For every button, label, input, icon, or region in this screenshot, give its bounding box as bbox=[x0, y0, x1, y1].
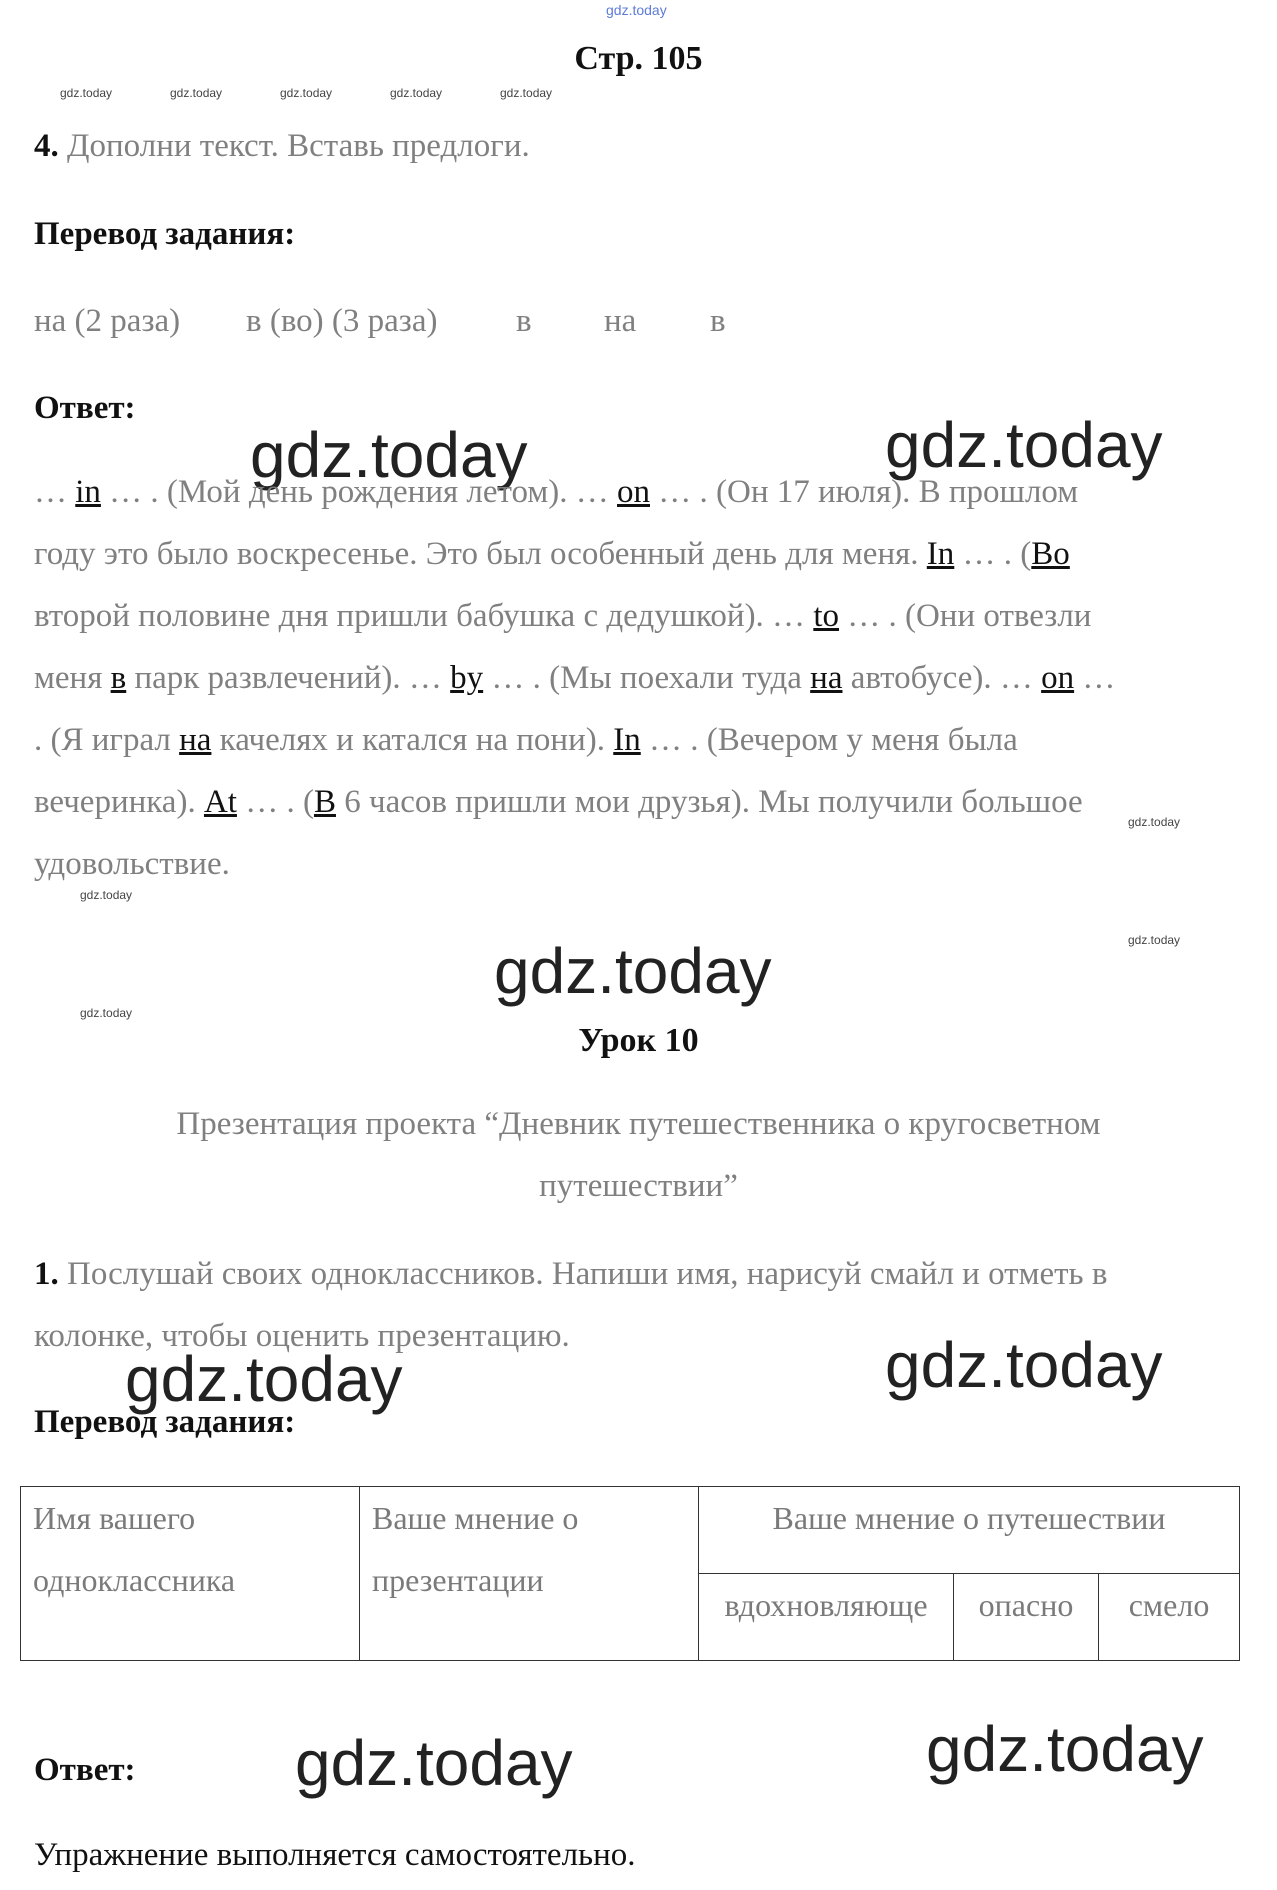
translation-label: Перевод задания: bbox=[34, 1404, 296, 1440]
table-subheader-inspiring: вдохновляюще bbox=[699, 1574, 954, 1661]
answer-line: году это было воскресенье. Это был особенный день для меня. In … . (Во bbox=[34, 536, 1070, 572]
filled-preposition: в bbox=[110, 660, 127, 696]
filled-preposition: In bbox=[613, 722, 641, 758]
watermark-large: gdz.today bbox=[250, 419, 528, 491]
watermark-small: gdz.today bbox=[170, 86, 223, 100]
page-header: Стр. 105 bbox=[574, 40, 703, 77]
exercise-number: 4. bbox=[34, 128, 59, 164]
cell-text: Имя вашего bbox=[33, 1500, 196, 1536]
hint-item: в (во) (3 раза) bbox=[246, 303, 438, 339]
answer-line: удовольствие. bbox=[34, 846, 230, 882]
lesson-subtitle-continued: путешествии” bbox=[539, 1168, 738, 1204]
answer-line: второй половине дня пришли бабушка с дедушкой). … to … . (Они отвезли bbox=[34, 598, 1092, 634]
lesson-subtitle: Презентация проекта “Дневник путешественника о кругосветном bbox=[176, 1106, 1101, 1142]
watermark-small: gdz.today bbox=[80, 888, 133, 902]
watermark-small: gdz.today bbox=[280, 86, 333, 100]
instruction-text: Дополни текст. Вставь предлоги. bbox=[67, 128, 530, 164]
exercise-number: 1. bbox=[34, 1256, 59, 1292]
cell-text: презентации bbox=[372, 1562, 544, 1598]
cell-text: Ваше мнение о bbox=[372, 1500, 579, 1536]
filled-preposition: to bbox=[813, 598, 839, 634]
filled-preposition: by bbox=[450, 660, 484, 696]
evaluation-table bbox=[20, 1486, 1240, 1661]
table-header-name bbox=[21, 1487, 360, 1661]
watermark-large: gdz.today bbox=[885, 409, 1163, 481]
instruction-text-continued: колонке, чтобы оценить презентацию. bbox=[34, 1318, 570, 1354]
watermark-top: gdz.today bbox=[606, 2, 667, 18]
table-subheader-dangerous: опасно bbox=[954, 1574, 1099, 1661]
filled-preposition: At bbox=[203, 784, 237, 820]
watermark-large: gdz.today bbox=[295, 1727, 573, 1799]
answer-line: вечеринка). At … . (В 6 часов пришли мои друзья). Мы получили большое bbox=[34, 784, 1083, 820]
instruction-text: Послушай своих одноклассников. Напиши имя, нарисуй смайл и отметь в bbox=[67, 1256, 1108, 1292]
answer-label: Ответ: bbox=[34, 1752, 136, 1788]
cell-text: одноклассника bbox=[33, 1562, 236, 1598]
watermark-large: gdz.today bbox=[926, 1713, 1204, 1785]
filled-preposition: Во bbox=[1031, 536, 1070, 572]
filled-preposition: на bbox=[810, 660, 843, 696]
watermark-small: gdz.today bbox=[60, 86, 113, 100]
table-header-opinion-trip: Ваше мнение о путешествии bbox=[699, 1487, 1240, 1574]
translation-label: Перевод задания: bbox=[34, 216, 296, 252]
lesson-title: Урок 10 bbox=[578, 1022, 699, 1059]
watermark-small: gdz.today bbox=[1128, 933, 1181, 947]
watermark-large: gdz.today bbox=[125, 1343, 403, 1415]
hint-item: в bbox=[516, 303, 532, 339]
answer-text: Упражнение выполняется самостоятельно. bbox=[34, 1837, 636, 1873]
watermark-small: gdz.today bbox=[80, 1006, 133, 1020]
answer-label: Ответ: bbox=[34, 390, 136, 426]
watermark-large: gdz.today bbox=[885, 1329, 1163, 1401]
table-header-opinion-presentation bbox=[360, 1487, 699, 1661]
filled-preposition: на bbox=[179, 722, 212, 758]
filled-preposition: on bbox=[617, 474, 650, 510]
watermark-small: gdz.today bbox=[1128, 815, 1181, 829]
watermark-large: gdz.today bbox=[494, 935, 772, 1007]
hint-item: на bbox=[604, 303, 637, 339]
exercise-4-instruction bbox=[34, 128, 530, 165]
filled-preposition: on bbox=[1041, 660, 1075, 696]
answer-line: меня в парк развлечений). … by … . (Мы поехали туда на автобусе). … on … bbox=[34, 660, 1116, 696]
answer-line: . (Я играл на качелях и катался на пони). In … . (Вечером у меня была bbox=[34, 722, 1018, 758]
filled-preposition: В bbox=[313, 784, 336, 820]
watermark-small: gdz.today bbox=[500, 86, 553, 100]
filled-preposition: in bbox=[75, 474, 101, 510]
exercise-1-instruction bbox=[34, 1256, 1107, 1293]
answer-line: … in … . (Мой день рождения летом). … on … . (Он 17 июля). В прошлом bbox=[34, 474, 1079, 510]
hint-item: на (2 раза) bbox=[34, 303, 181, 339]
filled-preposition: In bbox=[926, 536, 955, 572]
watermark-small: gdz.today bbox=[390, 86, 443, 100]
hint-item: в bbox=[710, 303, 726, 339]
table-subheader-brave: смело bbox=[1099, 1574, 1240, 1661]
